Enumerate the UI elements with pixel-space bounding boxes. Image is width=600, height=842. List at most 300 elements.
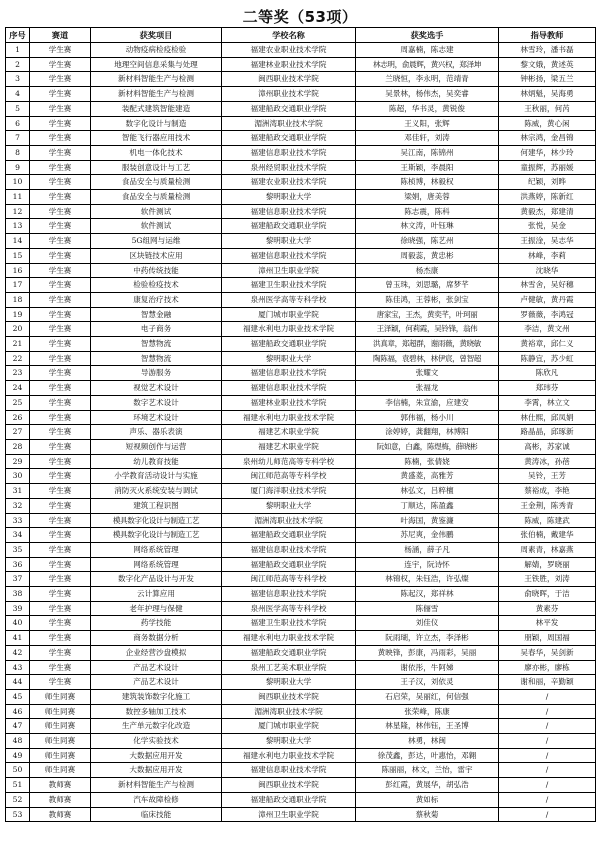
col-index-cell: 17 [6,278,30,293]
col-instructors-cell: 路晶晶，邱琢新 [499,425,596,440]
table-row [6,557,596,572]
table-row [6,219,596,234]
col-school-cell: 福建水利电力职业技术学院 [222,748,356,763]
col-index-cell: 21 [6,337,30,352]
col-index-cell: 12 [6,204,30,219]
col-contestants-cell: 林文涛，叶钰琳 [356,219,499,234]
col-index-cell: 42 [6,645,30,660]
col-school-cell: 福建船政交通职业学院 [222,337,356,352]
col-contestants-cell: 郭伟福，杨小川 [356,410,499,425]
col-track-cell: 学生赛 [30,248,91,263]
col-contestants-cell: 丁顺达，陈盈鑫 [356,498,499,513]
col-school-cell: 福建信息职业技术学院 [222,763,356,778]
col-school-cell: 福建卫生职业技术学院 [222,278,356,293]
col-track-cell: 师生同赛 [30,704,91,719]
col-index-cell: 26 [6,410,30,425]
col-project-cell: 动物疫病检疫检验 [91,43,222,58]
col-contestants-cell: 石启荣，吴丽红，何信强 [356,689,499,704]
col-contestants-cell: 周嘉楠，陈志建 [356,43,499,58]
col-contestants-cell: 徐晓强，陈艺州 [356,234,499,249]
col-school-cell: 福建船政交通职业学院 [222,557,356,572]
col-project-cell: 区块链技术应用 [91,248,222,263]
col-project-cell: 模具数字化设计与制造工艺 [91,528,222,543]
col-index-cell: 25 [6,395,30,410]
col-contestants-cell: 邓佳轩，刘涛 [356,131,499,146]
col-school-cell: 湄洲湾职业技术学院 [222,116,356,131]
col-index-cell: 38 [6,587,30,602]
col-contestants-cell: 刘佳仪 [356,616,499,631]
col-index-cell: 22 [6,351,30,366]
col-instructors-cell: 李霄，林立文 [499,395,596,410]
col-instructors-cell: 俞晓晖，于洁 [499,587,596,602]
col-contestants-cell: 陈丽丽，林文，兰怡，雷宇 [356,763,499,778]
col-track-cell: 师生同赛 [30,734,91,749]
col-school-cell: 福建船政交通职业学院 [222,645,356,660]
col-instructors-cell: 钟彬扬，梁五兰 [499,72,596,87]
table-row [6,145,596,160]
table-row [6,410,596,425]
col-instructors-cell: 林雪玲，潘书磊 [499,43,596,58]
col-index-cell: 45 [6,689,30,704]
col-index-cell: 47 [6,719,30,734]
col-contestants-cell: 黄映锋，彭康，冯雨彩，吴丽 [356,645,499,660]
col-school-cell: 闽西职业技术学院 [222,778,356,793]
col-instructors-cell: 陈欣凡 [499,366,596,381]
col-index-cell: 48 [6,734,30,749]
table-row [6,425,596,440]
col-contestants-cell: 谢依彤，牛阿娣 [356,660,499,675]
col-contestants-cell: 陶陈福，袁碧林，林伊宸，曾智超 [356,351,499,366]
col-instructors-cell: / [499,689,596,704]
col-track-cell: 学生赛 [30,410,91,425]
col-school-cell: 福建艺术职业学院 [222,439,356,454]
col-index-cell: 44 [6,675,30,690]
col-contestants-cell: 陈志震，陈科 [356,204,499,219]
table-row [6,454,596,469]
col-contestants-cell: 王泽颖，何莉霞，吴铃锋，翁伟 [356,322,499,337]
col-index-cell: 35 [6,542,30,557]
col-instructors-cell: 林宗鸿，金昌锦 [499,131,596,146]
col-contestants-cell: 陈起汉，郑祥林 [356,587,499,602]
col-project-cell: 食品安全与质量检测 [91,175,222,190]
col-school-cell: 福建信息职业技术学院 [222,542,356,557]
col-index-cell: 6 [6,116,30,131]
col-instructors-cell: 林仕熙，邱凤娟 [499,410,596,425]
table-row [6,792,596,807]
col-instructors-cell: 谢和丽，辛勤颖 [499,675,596,690]
col-track-cell: 学生赛 [30,513,91,528]
col-track-cell: 学生赛 [30,631,91,646]
col-index-cell: 4 [6,87,30,102]
col-project-cell: 建筑装饰数字化施工 [91,689,222,704]
col-track-cell: 学生赛 [30,87,91,102]
col-track-cell: 学生赛 [30,587,91,602]
col-school-cell: 厦门城市职业学院 [222,719,356,734]
table-row [6,248,596,263]
col-school-cell: 厦门城市职业学院 [222,307,356,322]
col-school-cell: 福建林业职业技术学院 [222,57,356,72]
col-track-cell: 学生赛 [30,660,91,675]
col-index-cell: 30 [6,469,30,484]
col-instructors-cell: 王金荆，陈秀青 [499,498,596,513]
col-school-cell: 福建船政交通职业学院 [222,219,356,234]
col-index-cell: 39 [6,601,30,616]
col-school-cell: 闽江师范高等专科学校 [222,469,356,484]
col-contestants-cell: 林星隆，林伟钰，王圣博 [356,719,499,734]
col-index-cell: 1 [6,43,30,58]
table-row [6,395,596,410]
table-row [6,513,596,528]
col-instructors-cell: 朋颖，周国福 [499,631,596,646]
col-index-cell: 52 [6,792,30,807]
col-instructors-cell: 高彬，苏家诚 [499,439,596,454]
table-row [6,601,596,616]
col-contestants-cell: 梁娟，唐美蓉 [356,190,499,205]
col-project-cell: 产品艺术设计 [91,675,222,690]
col-school-cell: 福建船政交通职业学院 [222,792,356,807]
col-school-cell: 漳州卫生职业学院 [222,263,356,278]
col-project-cell: 数控多轴加工技术 [91,704,222,719]
col-project-cell: 软件测试 [91,219,222,234]
col-index-cell: 15 [6,248,30,263]
table-row [6,72,596,87]
col-track-cell: 学生赛 [30,425,91,440]
col-school-cell: 福建水利电力职业技术学院 [222,322,356,337]
col-project-cell: 大数据应用开发 [91,748,222,763]
col-school-cell: 福建信息职业技术学院 [222,587,356,602]
col-instructors-cell: / [499,807,596,822]
col-contestants-cell: 陈楠，张倩娆 [356,454,499,469]
col-contestants-cell: 黄盛菱，高雅芳 [356,469,499,484]
col-track-cell: 学生赛 [30,366,91,381]
col-contestants-cell: 张荣峰，陈康 [356,704,499,719]
table-row [6,175,596,190]
col-index-header: 序号 [6,28,30,43]
col-project-cell: 机电一体化技术 [91,145,222,160]
table-row [6,498,596,513]
col-project-cell: 化学实验技术 [91,734,222,749]
col-track-cell: 学生赛 [30,278,91,293]
table-row [6,101,596,116]
table-header-row [6,28,596,43]
col-index-cell: 50 [6,763,30,778]
col-project-cell: 幼儿教育技能 [91,454,222,469]
col-track-cell: 学生赛 [30,101,91,116]
col-contestants-cell: 蔡秋菊 [356,807,499,822]
col-instructors-cell: 陈威，陈建武 [499,513,596,528]
col-track-cell: 学生赛 [30,484,91,499]
col-track-cell: 学生赛 [30,337,91,352]
col-track-cell: 学生赛 [30,675,91,690]
table-row [6,292,596,307]
col-track-cell: 学生赛 [30,542,91,557]
col-school-cell: 漳州卫生职业学院 [222,807,356,822]
col-school-cell: 泉州幼儿师范高等专科学校 [222,454,356,469]
col-instructors-cell: 林炳魁，吴海勇 [499,87,596,102]
table-row [6,807,596,822]
col-index-cell: 2 [6,57,30,72]
col-instructors-cell: 张伯楠，戴建华 [499,528,596,543]
table-row [6,469,596,484]
col-project-cell: 药学技能 [91,616,222,631]
col-school-cell: 福建信息职业技术学院 [222,248,356,263]
col-contestants-cell: 连宇，阮诗怀 [356,557,499,572]
col-contestants-cell: 陈俪雪 [356,601,499,616]
table-row [6,660,596,675]
col-instructors-cell: / [499,778,596,793]
col-instructors-cell: / [499,792,596,807]
col-school-cell: 福建信息职业技术学院 [222,381,356,396]
col-instructors-cell: 黄涛冰，孙蓓 [499,454,596,469]
col-instructors-cell: 周素青，林嘉燕 [499,542,596,557]
col-contestants-cell: 吴江南，陈锦州 [356,145,499,160]
col-track-cell: 学生赛 [30,601,91,616]
table-row [6,528,596,543]
col-track-cell: 学生赛 [30,322,91,337]
col-project-cell: 临床技能 [91,807,222,822]
col-school-cell: 黎明职业大学 [222,734,356,749]
col-instructors-cell: 廖亦彬，廖栋 [499,660,596,675]
col-school-cell: 福建信息职业技术学院 [222,204,356,219]
page-title: 二等奖（53项） [242,8,358,26]
col-track-cell: 教师赛 [30,792,91,807]
col-track-cell: 学生赛 [30,131,91,146]
table-row [6,190,596,205]
col-index-cell: 28 [6,439,30,454]
col-instructors-cell: 吴铃，王芳 [499,469,596,484]
col-contestants-cell: 林志明，俞晨辉，黄兴权，郑泽坤 [356,57,499,72]
col-contestants-cell: 涂婷婷，龚翻翔，林博阳 [356,425,499,440]
col-project-cell: 新材料智能生产与检测 [91,87,222,102]
col-index-cell: 9 [6,160,30,175]
table-row [6,704,596,719]
col-project-cell: 产品艺术设计 [91,660,222,675]
col-project-cell: 智慧物流 [91,337,222,352]
col-school-cell: 福建艺术职业学院 [222,425,356,440]
col-school-cell: 福建卫生职业技术学院 [222,616,356,631]
col-project-cell: 云计算应用 [91,587,222,602]
col-project-header: 获奖项目 [91,28,222,43]
col-track-cell: 学生赛 [30,645,91,660]
table-row [6,631,596,646]
col-school-cell: 黎明职业大学 [222,190,356,205]
col-instructors-cell: 林雪舍，吴好穗 [499,278,596,293]
table-row [6,43,596,58]
col-track-cell: 师生同赛 [30,763,91,778]
col-school-cell: 福建水利电力职业技术学院 [222,631,356,646]
col-instructors-cell: 黄裕章，邱仁义 [499,337,596,352]
col-instructors-cell: 黎文娥，黄述英 [499,57,596,72]
col-track-cell: 学生赛 [30,439,91,454]
table-row [6,748,596,763]
col-index-cell: 5 [6,101,30,116]
col-index-cell: 13 [6,219,30,234]
col-project-cell: 建筑工程识图 [91,498,222,513]
table-row [6,351,596,366]
table-row [6,645,596,660]
table-row [6,234,596,249]
col-school-cell: 福建信息职业技术学院 [222,145,356,160]
col-track-cell: 学生赛 [30,454,91,469]
col-school-cell: 福建信息职业技术学院 [222,366,356,381]
col-track-cell: 学生赛 [30,190,91,205]
table-row [6,778,596,793]
col-track-cell: 学生赛 [30,572,91,587]
col-contestants-cell: 杨涵，薛子凡 [356,542,499,557]
col-instructors-cell: 何建华，林少玲 [499,145,596,160]
table-row [6,719,596,734]
table-row [6,381,596,396]
col-project-cell: 新材料智能生产与检测 [91,778,222,793]
col-index-cell: 24 [6,381,30,396]
col-index-cell: 46 [6,704,30,719]
col-instructors-cell: / [499,734,596,749]
col-school-cell: 闽西职业技术学院 [222,689,356,704]
col-project-cell: 智慧物流 [91,351,222,366]
col-project-cell: 模具数字化设计与制造工艺 [91,513,222,528]
col-instructors-cell: 王铁胜，刘涛 [499,572,596,587]
col-index-cell: 16 [6,263,30,278]
table-row [6,278,596,293]
col-project-cell: 网络系统管理 [91,557,222,572]
col-instructors-cell: 蔡裕成，李艳 [499,484,596,499]
col-instructors-cell: 纪颖，刘晔 [499,175,596,190]
col-project-cell: 环境艺术设计 [91,410,222,425]
col-contestants-cell: 吴景林，杨伟杰，吴奕睿 [356,87,499,102]
col-index-cell: 11 [6,190,30,205]
col-track-cell: 学生赛 [30,234,91,249]
col-instructors-cell: 林平发 [499,616,596,631]
col-index-cell: 18 [6,292,30,307]
award-table [5,27,596,822]
table-row [6,366,596,381]
table-row [6,307,596,322]
col-track-cell: 学生赛 [30,116,91,131]
col-project-cell: 电子商务 [91,322,222,337]
col-index-cell: 37 [6,572,30,587]
col-track-cell: 师生同赛 [30,689,91,704]
col-school-cell: 泉州经贸职业技术学院 [222,160,356,175]
col-school-cell: 福建农业职业技术学院 [222,175,356,190]
col-school-cell: 福建船政交通职业学院 [222,101,356,116]
table-row [6,337,596,352]
col-instructors-cell: 黄毅杰，郑建清 [499,204,596,219]
col-contestants-cell: 曾玉珠，刘思璐，席梦芊 [356,278,499,293]
col-contestants-header: 获奖选手 [356,28,499,43]
col-instructors-cell: 郑玮芬 [499,381,596,396]
col-contestants-cell: 陈佳鸿，王蓉彬，张剑宝 [356,292,499,307]
col-instructors-cell: 洪燕婷，陈新红 [499,190,596,205]
col-school-cell: 湄洲湾职业技术学院 [222,704,356,719]
col-contestants-cell: 阮雨瑚，许立杰，李泽彬 [356,631,499,646]
col-instructors-cell: / [499,748,596,763]
col-track-cell: 教师赛 [30,778,91,793]
col-index-cell: 40 [6,616,30,631]
col-contestants-cell: 阮如意，白鑫，陈煜梅，薛晓彬 [356,439,499,454]
col-index-cell: 8 [6,145,30,160]
col-contestants-cell: 王义阳，张辉 [356,116,499,131]
table-row [6,675,596,690]
col-index-cell: 20 [6,322,30,337]
col-index-cell: 19 [6,307,30,322]
col-school-cell: 福建船政交通职业学院 [222,528,356,543]
col-instructors-cell: 陈威，黄心闲 [499,116,596,131]
col-school-cell: 福建农业职业技术学院 [222,43,356,58]
col-contestants-cell: 兰晓恒，李永明，范靖青 [356,72,499,87]
col-instructors-cell: 林峰，李莉 [499,248,596,263]
table-row [6,616,596,631]
col-project-cell: 生产单元数字化改造 [91,719,222,734]
col-contestants-cell: 洪真章，郑超群，谢雨薇，黄晓敏 [356,337,499,352]
col-project-cell: 新材料智能生产与检测 [91,72,222,87]
col-instructors-cell: 王秋丽，何芮 [499,101,596,116]
table-row [6,87,596,102]
col-school-cell: 泉州医学高等专科学校 [222,601,356,616]
col-index-cell: 36 [6,557,30,572]
col-contestants-cell: 张耀文 [356,366,499,381]
table-row [6,763,596,778]
col-track-cell: 学生赛 [30,395,91,410]
col-instructors-cell: 童振辉，苏丽媛 [499,160,596,175]
col-track-cell: 学生赛 [30,43,91,58]
col-track-cell: 学生赛 [30,469,91,484]
table-row [6,572,596,587]
col-school-cell: 闽西职业技术学院 [222,72,356,87]
col-instructors-cell: 王振淦，吴志华 [499,234,596,249]
col-school-cell: 福建水利电力职业技术学院 [222,410,356,425]
col-project-cell: 智慧金融 [91,307,222,322]
col-index-cell: 33 [6,513,30,528]
col-index-cell: 34 [6,528,30,543]
table-row [6,116,596,131]
col-project-cell: 中药传统技能 [91,263,222,278]
col-instructors-cell: 沈晓华 [499,263,596,278]
col-instructors-cell: 罗薇薇，李鸿冠 [499,307,596,322]
col-school-header: 学校名称 [222,28,356,43]
col-project-cell: 短视频创作与运营 [91,439,222,454]
col-project-cell: 康复治疗技术 [91,292,222,307]
col-school-cell: 闽江师范高等专科学校 [222,572,356,587]
table-row [6,160,596,175]
col-instructors-cell: 李洁，黄文州 [499,322,596,337]
col-index-cell: 27 [6,425,30,440]
col-project-cell: 商务数据分析 [91,631,222,646]
col-track-cell: 师生同赛 [30,719,91,734]
col-contestants-cell: 叶海国，黄鉴濂 [356,513,499,528]
col-instructors-cell: / [499,763,596,778]
col-project-cell: 软件测试 [91,204,222,219]
table-row [6,204,596,219]
col-instructors-cell: 卢健敏，黄丹霞 [499,292,596,307]
col-instructors-cell: 陈静宜，苏少虹 [499,351,596,366]
col-track-cell: 学生赛 [30,57,91,72]
table-row [6,484,596,499]
table-row [6,57,596,72]
col-track-cell: 学生赛 [30,307,91,322]
col-contestants-cell: 苏尼爽，金伟鹏 [356,528,499,543]
col-project-cell: 智能飞行器应用技术 [91,131,222,146]
col-index-cell: 53 [6,807,30,822]
col-track-cell: 学生赛 [30,175,91,190]
col-index-cell: 14 [6,234,30,249]
col-school-cell: 黎明职业大学 [222,675,356,690]
col-school-cell: 厦门海洋职业技术学院 [222,484,356,499]
table-row [6,263,596,278]
col-project-cell: 导游服务 [91,366,222,381]
col-project-cell: 企业经营沙盘模拟 [91,645,222,660]
col-school-cell: 泉州工艺美术职业学院 [222,660,356,675]
col-project-cell: 服装创意设计与工艺 [91,160,222,175]
